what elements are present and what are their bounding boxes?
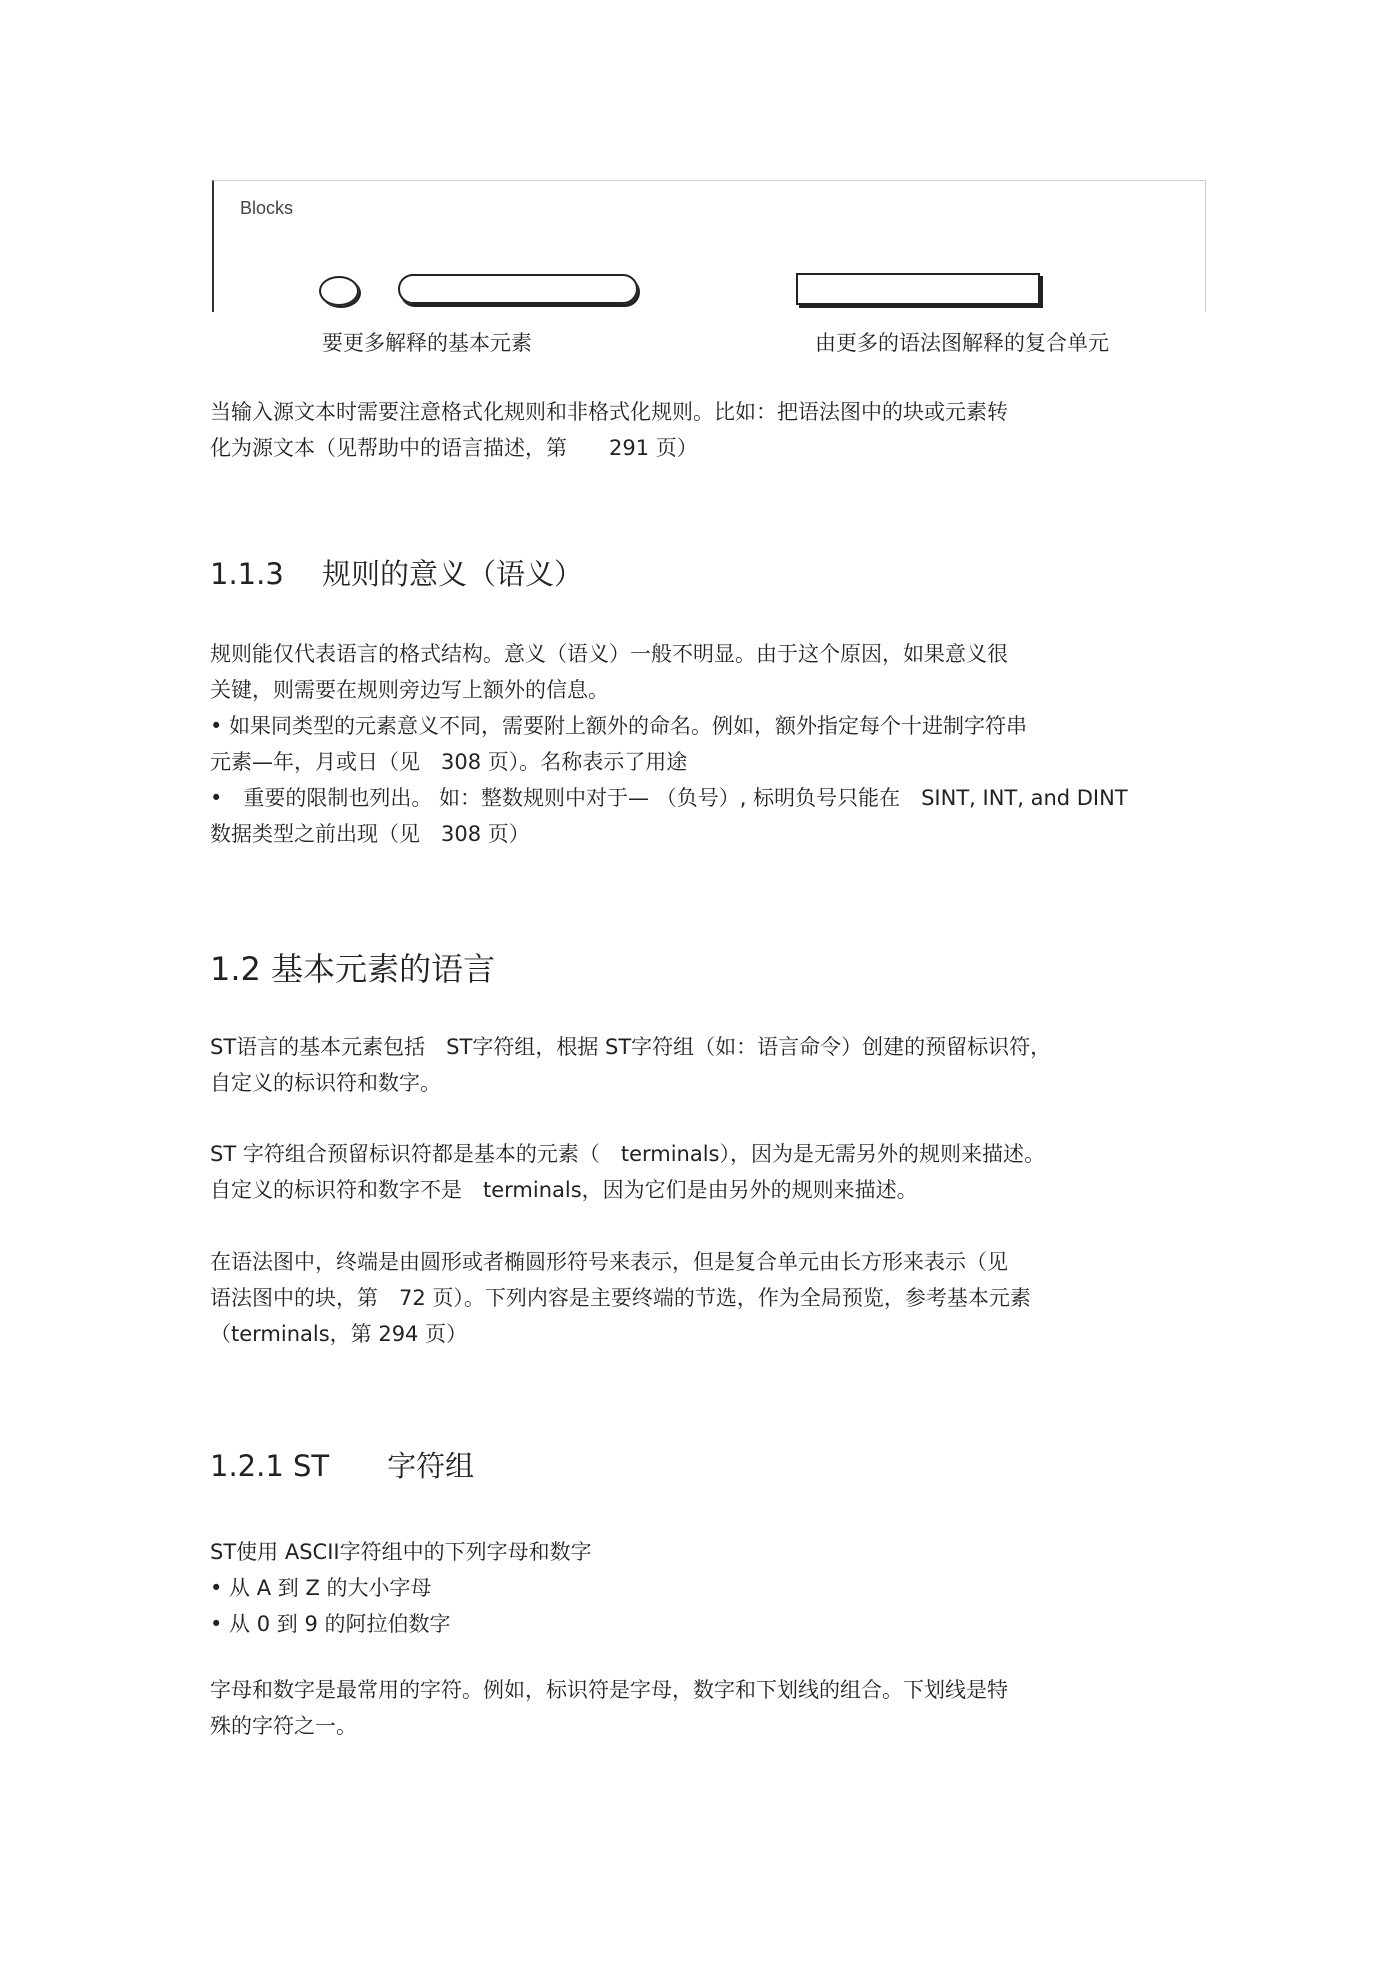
text-line: 化为源文本（见帮助中的语言描述，第 291 页） — [210, 436, 698, 460]
nonterminal-rect-shape — [796, 273, 1040, 305]
terminal-oval-shape — [398, 274, 638, 304]
text-line: 自定义的标识符和数字。 — [210, 1071, 441, 1095]
text-line: 元素—年，月或日（见 308 页）。名称表示了用途 — [210, 750, 688, 774]
text-line: 规则能仅代表语言的格式结构。意义（语义）一般不明显。由于这个原因，如果意义很 — [210, 642, 1008, 666]
section-1-2-para-3 — [210, 1244, 1031, 1352]
syntax-figure-frame — [212, 180, 1206, 312]
section-1-2-para-1 — [210, 1029, 1051, 1101]
terminal-circle-shape — [319, 276, 359, 306]
text-line: （terminals，第 294 页） — [210, 1322, 468, 1346]
text-line: ST使用 ASCII字符组中的下列字母和数字 — [210, 1540, 592, 1564]
bullet-line: • 如果同类型的元素意义不同，需要附上额外的命名。例如，额外指定每个十进制字符串 — [210, 714, 1028, 738]
text-line: 语法图中的块，第 72 页）。下列内容是主要终端的节选，作为全局预览，参考基本元素 — [210, 1286, 1031, 1310]
text-line: 当输入源文本时需要注意格式化规则和非格式化规则。比如：把语法图中的块或元素转 — [210, 400, 1008, 424]
section-1-1-3-body — [210, 636, 1128, 852]
text-line: 关键，则需要在规则旁边写上额外的信息。 — [210, 678, 609, 702]
text-line: 在语法图中，终端是由圆形或者椭圆形符号来表示，但是复合单元由长方形来表示（见 — [210, 1250, 1008, 1274]
section-1-2-para-2 — [210, 1136, 1045, 1208]
text-line: ST 字符组合预留标识符都是基本的元素（ terminals），因为是无需另外的规则来描述。 — [210, 1142, 1045, 1166]
text-line: 殊的字符之一。 — [210, 1714, 357, 1738]
bullet-line: • 重要的限制也列出。 如：整数规则中对于— （负号）, 标明负号只能在 SINT, INT, and DINT — [210, 786, 1128, 810]
section-heading-1-2: 1.2 基本元素的语言 — [210, 950, 496, 988]
figure-caption-right: 由更多的语法图解释的复合单元 — [815, 331, 1109, 355]
intro-paragraph — [210, 394, 1008, 466]
section-heading-1-2-1: 1.2.1 ST 字符组 — [210, 1449, 475, 1483]
figure-title: Blocks — [240, 198, 294, 218]
section-1-2-1-list — [210, 1534, 592, 1642]
text-line: 自定义的标识符和数字不是 terminals，因为它们是由另外的规则来描述。 — [210, 1178, 918, 1202]
section-heading-1-1-3: 1.1.3 规则的意义（语义） — [210, 557, 584, 591]
bullet-line: • 从 A 到 Z 的大小字母 — [210, 1576, 432, 1600]
bullet-line: • 从 0 到 9 的阿拉伯数字 — [210, 1612, 451, 1636]
text-line: ST语言的基本元素包括 ST字符组，根据 ST字符组（如：语言命令）创建的预留标识符， — [210, 1035, 1052, 1059]
figure-caption-left: 要更多解释的基本元素 — [322, 331, 532, 355]
text-line: 字母和数字是最常用的字符。例如，标识符是字母，数字和下划线的组合。下划线是特 — [210, 1678, 1008, 1702]
text-line: 数据类型之前出现（见 308 页） — [210, 822, 530, 846]
section-1-2-1-para — [210, 1672, 1008, 1744]
